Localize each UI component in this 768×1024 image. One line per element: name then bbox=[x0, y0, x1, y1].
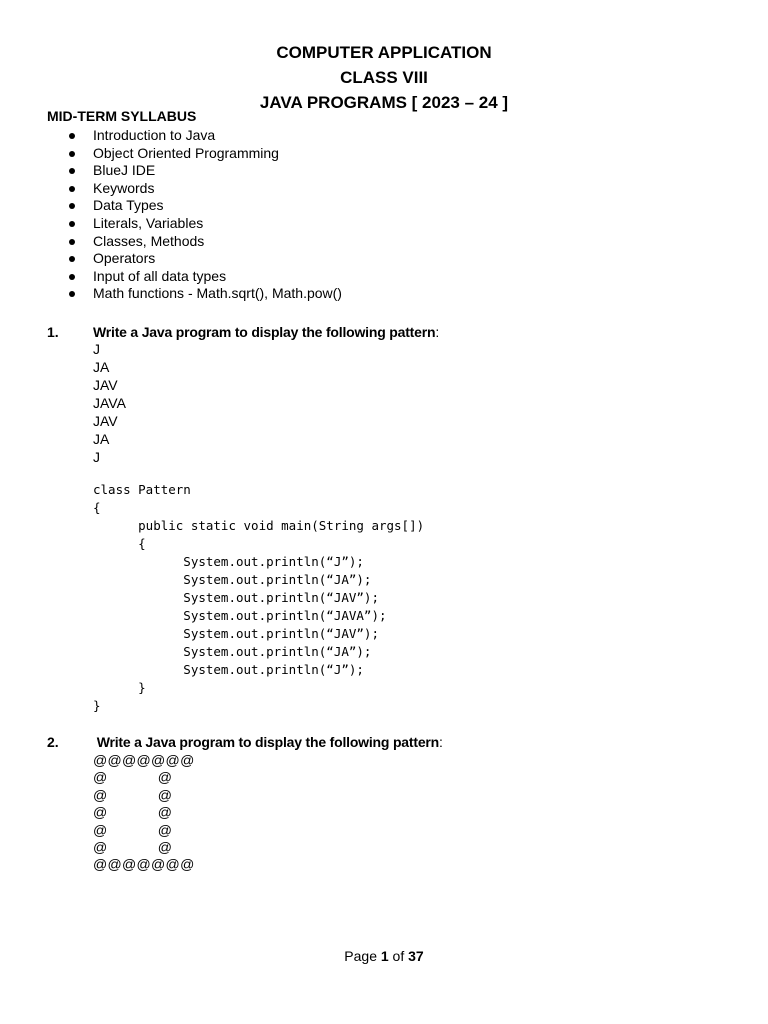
syllabus-item: Keywords bbox=[68, 180, 342, 198]
pattern-line: JAV bbox=[93, 413, 118, 429]
syllabus-item: Object Oriented Programming bbox=[68, 145, 342, 163]
syllabus-list bbox=[68, 127, 342, 303]
code-line: System.out.println(“JAV”); bbox=[93, 590, 379, 605]
pattern-line: JAVA bbox=[93, 395, 126, 411]
syllabus-item: Data Types bbox=[68, 197, 342, 215]
bullet-icon bbox=[69, 168, 75, 174]
code-line: System.out.println(“JA”); bbox=[93, 572, 372, 587]
bullet-icon bbox=[69, 186, 75, 192]
question-1-text: Write a Java program to display the following pattern: bbox=[93, 324, 440, 340]
pattern-line: JA bbox=[93, 431, 110, 447]
question-2-pattern bbox=[93, 752, 195, 874]
code-line: System.out.println(“JAVA”); bbox=[93, 608, 387, 623]
syllabus-item: Literals, Variables bbox=[68, 215, 342, 233]
pattern-line: @ @ bbox=[93, 821, 173, 838]
pattern-line: @ @ bbox=[93, 786, 173, 803]
code-line: System.out.println(“J”); bbox=[93, 662, 364, 677]
bullet-icon bbox=[69, 133, 75, 139]
syllabus-item: Introduction to Java bbox=[68, 127, 342, 145]
bullet-icon bbox=[69, 203, 75, 209]
pattern-line: J bbox=[93, 449, 100, 465]
pattern-line: @@@@@@@ bbox=[93, 856, 195, 873]
syllabus-item: Math functions - Math.sqrt(), Math.pow() bbox=[68, 285, 342, 303]
header-subject: COMPUTER APPLICATION bbox=[276, 43, 492, 62]
code-line: System.out.println(“JAV”); bbox=[93, 626, 379, 641]
bullet-icon bbox=[69, 291, 75, 297]
question-1-code bbox=[93, 481, 424, 715]
pattern-line: @ @ bbox=[93, 839, 173, 856]
page-footer: Page 1 of 37 bbox=[344, 948, 424, 964]
code-line: class Pattern bbox=[93, 482, 191, 497]
pattern-line: @@@@@@@ bbox=[93, 752, 195, 768]
header-class: CLASS VIII bbox=[340, 68, 428, 87]
bullet-icon bbox=[69, 274, 75, 280]
total-pages: 37 bbox=[408, 948, 424, 964]
pattern-line: @ @ bbox=[93, 769, 173, 786]
syllabus-item: Input of all data types bbox=[68, 268, 342, 286]
syllabus-title: MID-TERM SYLLABUS bbox=[47, 108, 197, 124]
code-line: System.out.println(“J”); bbox=[93, 554, 364, 569]
pattern-line: JA bbox=[93, 359, 110, 375]
question-2-text: Write a Java program to display the following pattern: bbox=[93, 734, 443, 750]
bullet-icon bbox=[69, 239, 75, 245]
question-1-pattern bbox=[93, 340, 126, 466]
bullet-icon bbox=[69, 256, 75, 262]
syllabus-item: Operators bbox=[68, 250, 342, 268]
header-title: JAVA PROGRAMS [ 2023 – 24 ] bbox=[259, 93, 509, 112]
code-line: System.out.println(“JA”); bbox=[93, 644, 372, 659]
code-line: { bbox=[93, 500, 101, 515]
pattern-line: J bbox=[93, 341, 100, 357]
bullet-icon bbox=[69, 221, 75, 227]
bullet-icon bbox=[69, 151, 75, 157]
document-header bbox=[0, 40, 768, 115]
syllabus-item: BlueJ IDE bbox=[68, 162, 342, 180]
pattern-line: @ @ bbox=[93, 804, 173, 821]
question-1-number: 1. bbox=[47, 324, 59, 340]
code-line: } bbox=[93, 680, 146, 695]
syllabus-item: Classes, Methods bbox=[68, 233, 342, 251]
current-page: 1 bbox=[380, 948, 389, 964]
code-line: { bbox=[93, 536, 146, 551]
pattern-line: JAV bbox=[93, 377, 118, 393]
code-line: public static void main(String args[]) bbox=[93, 518, 425, 533]
code-line: } bbox=[93, 698, 101, 713]
question-2-number: 2. bbox=[47, 734, 59, 750]
